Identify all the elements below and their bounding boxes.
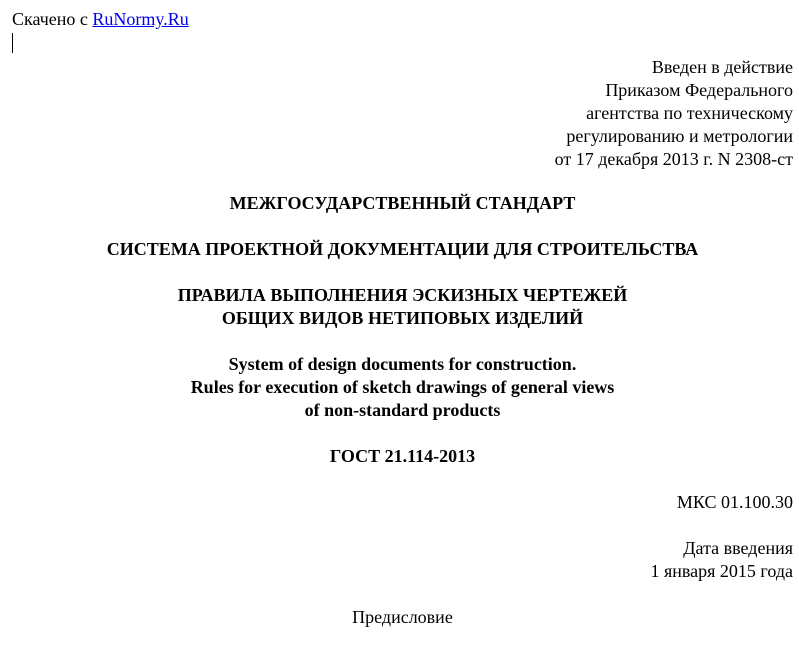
english-title-line3: of non-standard products [304,400,501,420]
introduction-date-block [650,537,793,583]
interstate-standard-heading: МЕЖГОСУДАРСТВЕННЫЙ СТАНДАРТ [229,193,576,213]
enactment-line: от 17 декабря 2013 г. N 2308-ст [554,149,793,169]
enactment-line: Приказом Федерального [605,80,793,100]
introduction-date-label: Дата введения [683,538,793,558]
english-title-line1: System of design documents for construction. [228,354,577,374]
source-prefix: Скачено с [12,9,88,29]
foreword-heading: Предисловие [352,607,453,627]
text-cursor [12,33,13,53]
enactment-line: Введен в действие [651,57,793,77]
rules-heading-line1: ПРАВИЛА ВЫПОЛНЕНИЯ ЭСКИЗНЫХ ЧЕРТЕЖЕЙ [177,285,628,305]
mks-code: МКС 01.100.30 [676,492,793,512]
enactment-line: агентства по техническому [586,103,793,123]
introduction-date-value: 1 января 2015 года [650,561,793,581]
english-title-line2: Rules for execution of sketch drawings of general views [190,377,615,397]
source-line [12,8,189,31]
source-link[interactable]: RuNormy.Ru [92,9,189,29]
rules-heading-line2: ОБЩИХ ВИДОВ НЕТИПОВЫХ ИЗДЕЛИЙ [221,308,584,328]
enactment-line: регулированию и метрологии [566,126,793,146]
enactment-block [555,56,793,171]
standard-number: ГОСТ 21.114-2013 [329,446,476,466]
system-heading: СИСТЕМА ПРОЕКТНОЙ ДОКУМЕНТАЦИИ ДЛЯ СТРОИТЕЛЬСТВА [106,239,699,259]
